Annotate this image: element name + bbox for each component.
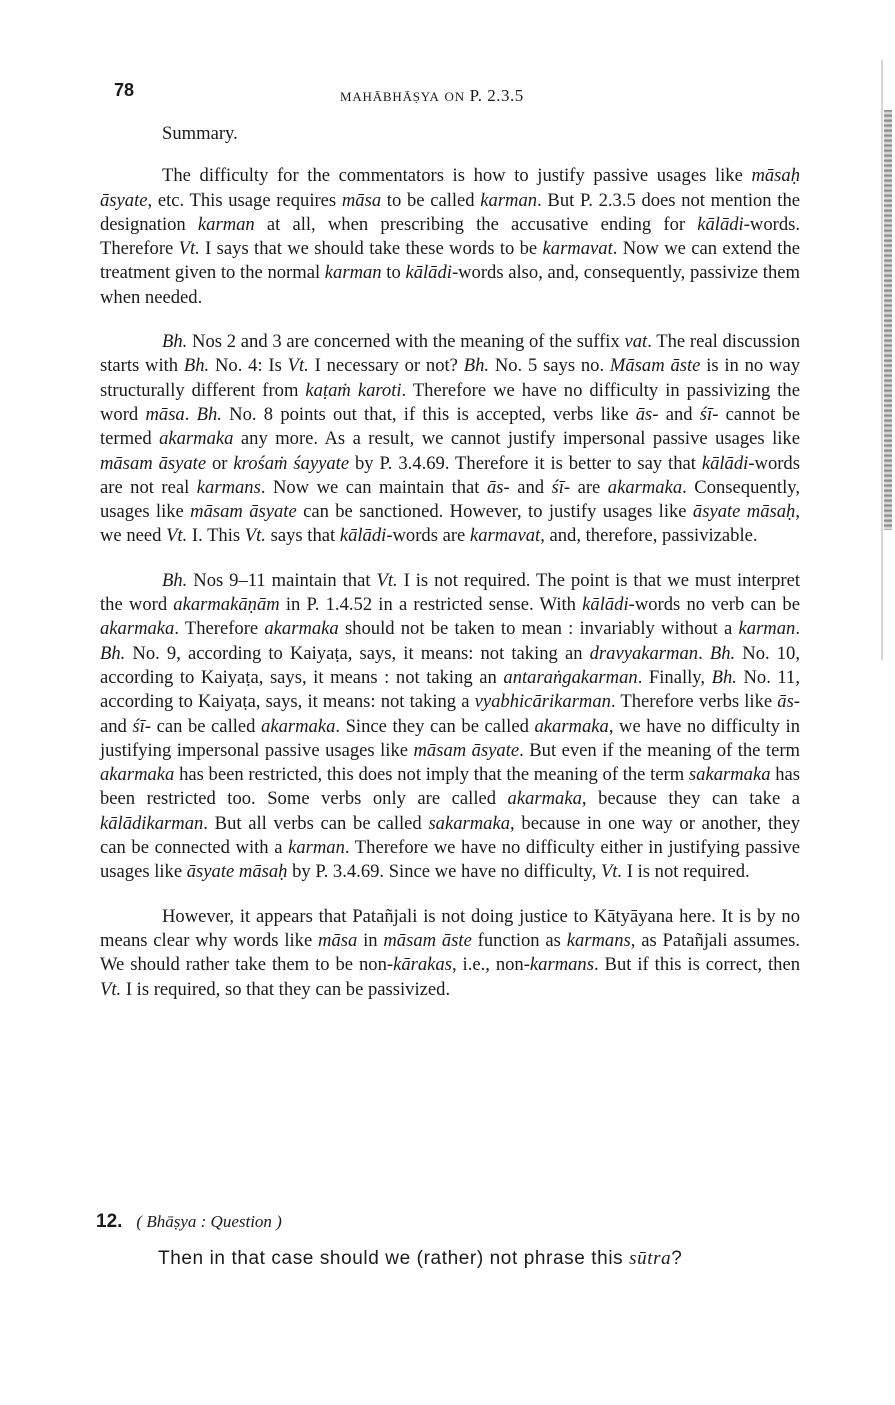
text-run: has been restricted too. Some verbs only are called [100,764,801,810]
italic-term: Vt. [100,978,122,1000]
text-run: No. 4: Is [209,355,288,377]
italic-term: akarmaka [100,618,175,640]
italic-term: Bh. [183,355,210,377]
italic-term: śī- [132,715,152,737]
text-run: I is not required. [622,861,750,883]
italic-term: akarmaka [507,788,582,810]
text-run: , we need [100,501,800,547]
text-run: and [100,715,133,737]
italic-term: Vt. [600,861,623,883]
text-run: -words. Therefore [100,213,801,260]
text-run: at all, when prescribing the accusative ending for [254,213,698,235]
text-run: I is required, so that they can be passivized. [121,978,451,1000]
section-heading [96,1211,282,1233]
italic-term: akarmaka [607,476,683,498]
text-run: cannot be termed [100,403,800,450]
italic-term: māsa [318,929,358,951]
running-head [340,86,524,106]
italic-term: karmans [529,954,594,976]
italic-term: karman [480,189,538,211]
italic-term: āsyate māsaḥ [692,501,796,523]
italic-term: vyabhicārikarman [474,691,611,713]
question-end: ? [671,1248,683,1269]
italic-term: ās- [777,691,800,713]
italic-term: karman [324,262,382,284]
italic-term: karmavat [469,525,541,547]
text-run: function as [471,929,567,951]
italic-term: akarmaka [261,715,336,737]
text-run: . But even if the meaning of the term [519,739,800,761]
italic-term: Vt. [166,525,188,547]
italic-term: Vt. [178,238,200,260]
text-run: are [570,476,608,498]
text-run: . But P. 2.3.5 does not mention the designation [100,189,800,235]
text-run: by P. 3.4.69. Therefore it is better to say that [349,452,702,474]
section-caption: ( Bhāṣya : Question ) [136,1212,282,1231]
text-run: , and, therefore, passivizable. [540,525,758,547]
text-run: I says that we should take these words to be [199,238,543,260]
text-run: to be called [381,189,481,211]
italic-term: Bh. [709,642,736,664]
italic-term: krośaṁ śayyate [233,452,350,474]
text-run: . Therefore [174,618,265,640]
italic-term: vat [624,331,648,353]
text-run: . Therefore we have no difficulty either in justifying passive usages like [100,837,800,883]
italic-term: Vt. [287,355,309,377]
scan-edge-shadow [884,110,892,530]
text-run: I necessary or not? [308,355,464,377]
text-run: However, it appears that Patañjali is not doing justice to Kātyāyana here. It is by no means clear why words like [100,905,800,951]
italic-term: āsyate māsaḥ [186,861,288,883]
text-run: can be called [151,715,262,737]
body-text [100,122,800,1002]
text-run: , we have no difficulty in justifying impersonal passive usages like [100,715,800,761]
text-run: -words are [386,525,470,547]
question-line [158,1248,682,1270]
italic-term: karmans [566,929,631,951]
text-run: . Consequently, usages like [100,476,800,523]
text-run: -words are not real [100,452,800,498]
text-run: . [795,618,800,640]
text-run: I. This [187,525,245,547]
italic-term: antaraṅgakarman [503,666,638,688]
text-run: . But if this is correct, then [593,954,800,976]
italic-term: akarmaka [159,428,234,450]
text-run: . [184,403,197,425]
section-number: 12. [96,1211,123,1232]
italic-term: kaṭaṁ karoti [305,379,402,401]
italic-term: kālādikarman [100,812,204,834]
text-run: or [206,452,234,474]
italic-term: akarmaka [264,618,339,640]
italic-term: māsam āsyate [100,452,207,474]
text-run: -words also, and, consequently, passivize them when needed. [100,262,800,308]
italic-term: kālādi [339,525,387,547]
italic-term: kālādi [697,213,744,235]
text-run: . Since they can be called [335,715,535,737]
text-run: I is not required. The point is that we must interpret the word [100,569,800,616]
paragraph-1 [100,164,800,310]
italic-term: Māsam āste [609,355,701,377]
italic-term: kālādi [701,452,749,474]
text-run: No. 11, according to Kaiyaṭa, says, it means: not taking a [100,666,800,713]
page-number: 78 [114,80,135,100]
text-run: any more. As a result, we cannot justify impersonal passive usages like [233,428,800,450]
text-run: . Finally, [637,666,712,688]
italic-term: Vt. [244,525,266,547]
italic-term: māsa [341,189,382,211]
text-run: can be sanctioned. However, to justify usages like [296,501,693,523]
text-run: in P. 1.4.52 in a restricted sense. With [279,594,583,616]
question-term: sūtra [629,1248,672,1269]
paragraph-2 [100,330,800,549]
text-run: No. 5 says no. [489,355,610,377]
italic-term: dravyakarman [589,642,699,664]
italic-term: karmans [196,476,261,498]
paragraph-3 [100,569,800,885]
italic-term: Bh. [162,569,188,591]
italic-term: sakarmaka [688,764,771,786]
text-run: . Now we can extend the treatment given to the normal [100,238,800,284]
italic-term: śī- [551,476,571,498]
text-run: No. 8 points out that, if this is accepted, verbs like [221,403,636,425]
italic-term: māsa [145,403,185,425]
text-run: -words no verb can be [628,594,800,616]
text-run: , i.e., non- [451,954,530,976]
text-run: and [509,476,552,498]
text-run: . Therefore we have no difficulty in passivizing the word [100,379,800,425]
italic-term: karman [197,213,255,235]
text-run: No. 9, according to Kaiyaṭa, says, it means: not taking an [125,642,590,664]
italic-term: Vt. [376,569,398,591]
text-run: to [381,262,406,284]
italic-term: Bh. [100,642,126,664]
text-run: , as Patañjali assumes. We should rather take them to be non- [100,929,801,976]
italic-term: kālādi [582,594,629,616]
italic-term: kārakas [393,954,452,976]
italic-term: Bh. [196,403,222,425]
italic-term: akarmaka [534,715,609,737]
text-run: . [698,642,710,664]
italic-term: māsam āste [383,929,472,951]
text-run: . Now we can maintain that [260,476,487,498]
text-run: , because they can take a [581,788,800,810]
italic-term: śī- [699,403,719,425]
text-run: , because in one way or another, they can be connected with a [100,812,800,859]
text-run: The difficulty for the commentators is how to justify passive usages like [162,165,752,187]
italic-term: akarmaka [100,764,175,786]
summary-heading: Summary. [162,123,238,144]
italic-term: akarmakāṇām [173,594,280,616]
text-run: should not be taken to mean : invariably without a [338,618,739,640]
text-run: . The real discussion starts with [100,331,800,377]
scan-edge-line [881,60,883,660]
italic-term: māsam āsyate [190,501,297,523]
italic-term: ās- [635,403,659,425]
text-run: has been restricted, this does not imply that the meaning of the term [174,764,689,786]
text-run: says that [265,525,340,547]
paragraph-4 [100,905,800,1002]
text-run: Nos 9–11 maintain that [187,569,377,591]
italic-term: karman [288,837,345,859]
text-run: . But all verbs can be called [203,812,429,834]
italic-term: karman [738,618,796,640]
text-run: is in no way structurally different from [100,355,800,401]
running-head-rule: P. 2.3.5 [469,86,524,105]
italic-term: māsam āsyate [413,739,520,761]
italic-term: Bh. [463,355,490,377]
italic-term: karmavat [542,238,613,260]
text-run: and [658,403,700,425]
running-head-on: ON [444,89,465,104]
italic-term: kālādi [405,262,452,284]
question-text: Then in that case should we (rather) not phrase this [158,1248,630,1269]
running-head-title: MAHĀBHĀṢYA [340,89,440,104]
italic-term: māsaḥ āsyate [100,165,800,211]
text-run: . Therefore verbs like [610,691,778,713]
italic-term: Bh. [162,331,188,353]
text-run: by P. 3.4.69. Since we have no difficulty, [287,861,601,883]
text-run: , etc. This usage requires [147,189,342,211]
italic-term: Bh. [711,666,737,688]
text-run: in [357,929,384,951]
text-run: No. 10, according to Kaiyaṭa, says, it means : not taking an [100,642,800,688]
italic-term: ās- [486,476,510,498]
italic-term: sakarmaka [428,812,511,834]
text-run: Nos 2 and 3 are concerned with the meaning of the suffix [187,331,625,353]
